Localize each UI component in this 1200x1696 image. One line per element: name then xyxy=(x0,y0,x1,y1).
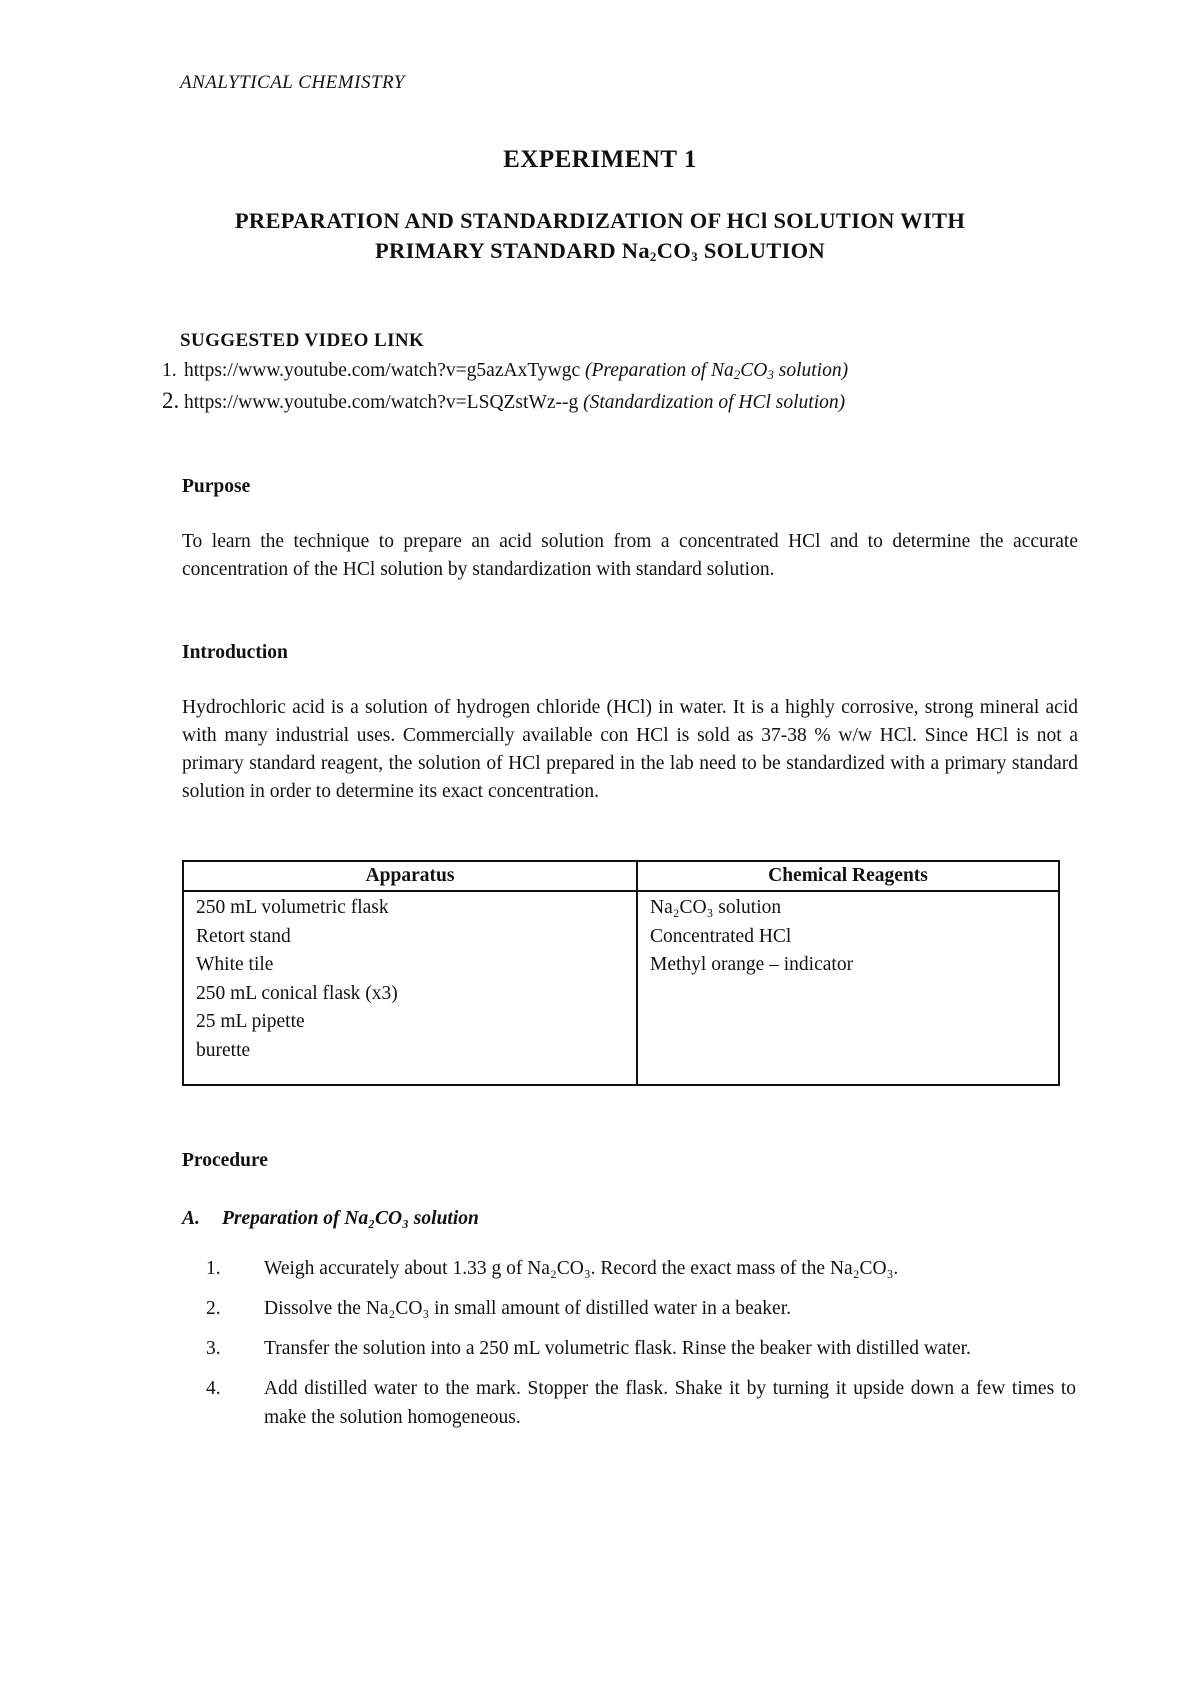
list-item xyxy=(206,1334,1076,1363)
purpose-heading: Purpose xyxy=(182,476,251,497)
note-subscript-3: 3 xyxy=(767,367,774,382)
video-link-url[interactable]: https://www.youtube.com/watch?v=LSQZstWz--g xyxy=(184,392,579,413)
apparatus-item: burette xyxy=(196,1039,251,1061)
section-title: Preparation of Na₂CO₃ solution xyxy=(222,1208,479,1229)
procedure-section-a xyxy=(182,1208,479,1230)
subscript-3: 3 xyxy=(691,249,698,264)
procedure-heading: Procedure xyxy=(182,1150,268,1171)
note-co: CO xyxy=(740,360,768,381)
table-header-row xyxy=(183,861,1059,891)
video-link-note xyxy=(580,360,848,381)
introduction-heading: Introduction xyxy=(182,642,288,663)
step-text: Dissolve the Na₂CO₃ in small amount of distilled water in a beaker. xyxy=(264,1298,791,1319)
reagent-item: Concentrated HCl xyxy=(650,925,792,947)
video-link-url[interactable]: https://www.youtube.com/watch?v=g5azAxTywgc xyxy=(184,360,581,381)
table-row xyxy=(183,891,1059,1085)
apparatus-item: 25 mL pipette xyxy=(196,1011,305,1032)
title-co: CO xyxy=(656,238,692,263)
materials-table xyxy=(182,860,1060,1086)
reagents-cell xyxy=(637,891,1059,1085)
introduction-text: Hydrochloric acid is a solution of hydrogen chloride (HCl) in water. It is a highly corrosive, strong mineral acid with many industrial uses. Commercially available con HCl is sold as 37-38 % w/w HCl. Since HCl is not a primary standard reagent, the solution of HCl prepared in the lab need to be standardized with a primary standard solution in order to determine its exact concentration. xyxy=(182,697,1078,802)
section-letter: A. xyxy=(182,1208,200,1229)
list-item xyxy=(206,1294,1076,1323)
title-line-2-prefix: PRIMARY STANDARD Na xyxy=(375,238,650,263)
list-item xyxy=(206,1374,1076,1432)
apparatus-item: Retort stand xyxy=(196,925,291,947)
reagent-item: Na₂CO₃ solution xyxy=(650,897,782,918)
apparatus-item: 250 mL conical flask (x3) xyxy=(196,982,398,1004)
purpose-text: To learn the technique to prepare an acid solution from a concentrated HCl and to determine the accurate concentration of the HCl solution by standardization with standard solution. xyxy=(182,531,1078,580)
video-link-list xyxy=(162,356,848,418)
apparatus-item: White tile xyxy=(196,954,274,975)
note-prefix: (Preparation of Na xyxy=(580,360,734,381)
step-text: Transfer the solution into a 250 mL volumetric flask. Rinse the beaker with distilled water. xyxy=(264,1338,971,1359)
step-text: Add distilled water to the mark. Stopper the flask. Shake it by turning it upside down a few times to make the solution homogeneous. xyxy=(264,1378,1076,1428)
apparatus-cell xyxy=(183,891,637,1085)
document-title xyxy=(140,206,1060,266)
step-number: 3. xyxy=(206,1338,221,1359)
step-text: Weigh accurately about 1.33 g of Na₂CO₃. Record the exact mass of the Na₂CO₃. xyxy=(264,1258,899,1279)
experiment-number: EXPERIMENT 1 xyxy=(503,146,697,173)
note-suffix: solution) xyxy=(773,360,849,381)
procedure-steps xyxy=(206,1254,1076,1443)
reagents-header: Chemical Reagents xyxy=(637,861,1059,891)
step-number: 4. xyxy=(206,1378,221,1399)
video-link-item xyxy=(162,386,848,418)
list-number: 1. xyxy=(162,360,177,381)
reagent-item: Methyl orange – indicator xyxy=(650,954,854,975)
list-item xyxy=(206,1254,1076,1283)
apparatus-item: 250 mL volumetric flask xyxy=(196,897,389,918)
step-number: 1. xyxy=(206,1258,221,1279)
video-heading: SUGGESTED VIDEO LINK xyxy=(180,330,425,351)
title-line-2-suffix: SOLUTION xyxy=(697,238,825,263)
video-link-item xyxy=(162,356,848,386)
apparatus-header: Apparatus xyxy=(183,861,637,891)
subscript-2: 2 xyxy=(649,249,657,264)
video-link-note: (Standardization of HCl solution) xyxy=(578,392,846,413)
list-number: 2. xyxy=(162,388,180,413)
title-line-2 xyxy=(140,236,1060,266)
running-header: ANALYTICAL CHEMISTRY xyxy=(180,72,405,93)
step-number: 2. xyxy=(206,1298,221,1319)
note-subscript-2: 2 xyxy=(733,367,741,382)
title-line-1: PREPARATION AND STANDARDIZATION OF HCl SOLUTION WITH xyxy=(234,208,966,233)
